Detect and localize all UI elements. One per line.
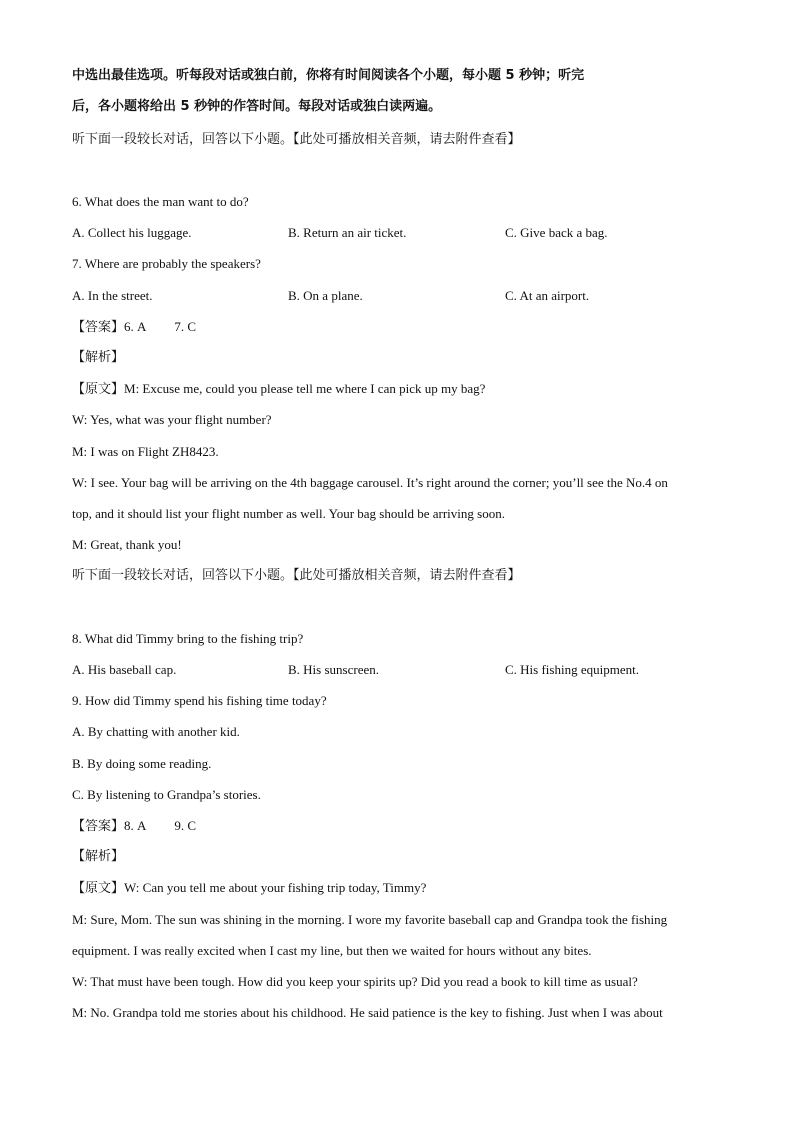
original-tag: 【原文】 xyxy=(72,881,125,896)
answer-8: 8. A xyxy=(124,818,147,833)
q8-option-b: B. His sunscreen. xyxy=(288,662,379,677)
answer-tag: 【答案】 xyxy=(72,320,125,335)
transcript-1-line-5: top, and it should list your flight number as well. Your bag should be arriving soon. xyxy=(72,506,505,521)
intro-line-2: 后，各小题将给出 5 秒钟的作答时间。每段对话或独白读两遍。 xyxy=(72,99,442,114)
question-8: 8. What did Timmy bring to the fishing trip? xyxy=(72,631,304,646)
analysis-tag-2: 【解析】 xyxy=(72,849,125,864)
question-6: 6. What does the man want to do? xyxy=(72,194,249,209)
question-9: 9. How did Timmy spend his fishing time today? xyxy=(72,693,327,708)
q9-option-a: A. By chatting with another kid. xyxy=(72,724,240,739)
transcript-2-line-2: M: Sure, Mom. The sun was shining in the morning. I wore my favorite baseball cap and Grandpa took the fishing xyxy=(72,912,668,927)
q7-option-b: B. On a plane. xyxy=(288,288,363,303)
transcript-text: M: Excuse me, could you please tell me where I can pick up my bag? xyxy=(124,381,486,396)
transcript-1-line-3: M: I was on Flight ZH8423. xyxy=(72,444,219,459)
answer-7: 7. C xyxy=(174,319,197,334)
q6-option-a: A. Collect his luggage. xyxy=(72,225,192,240)
q9-option-c: C. By listening to Grandpa’s stories. xyxy=(72,787,261,802)
transcript-2-line-5: M: No. Grandpa told me stories about his childhood. He said patience is the key to fishing. Just when I was about xyxy=(72,1005,663,1020)
q7-option-a: A. In the street. xyxy=(72,288,153,303)
transcript-2-line-4: W: That must have been tough. How did you keep your spirits up? Did you read a book to kill time as usual? xyxy=(72,974,638,989)
answer-line-1 xyxy=(72,319,196,336)
transcript-1-line-4: W: I see. Your bag will be arriving on the 4th baggage carousel. It’s right around the corner; you’ll see the No.4 on xyxy=(72,475,668,490)
dialogue1-instruction: 听下面一段较长对话，回答以下小题。【此处可播放相关音频，请去附件查看】 xyxy=(72,132,521,147)
q8-option-c: C. His fishing equipment. xyxy=(505,662,639,677)
analysis-tag-1: 【解析】 xyxy=(72,350,125,365)
q9-option-b: B. By doing some reading. xyxy=(72,756,212,771)
q6-option-c: C. Give back a bag. xyxy=(505,225,608,240)
answer-6: 6. A xyxy=(124,319,147,334)
dialogue2-instruction: 听下面一段较长对话，回答以下小题。【此处可播放相关音频，请去附件查看】 xyxy=(72,568,521,583)
answer-tag: 【答案】 xyxy=(72,819,125,834)
transcript-1-line-2: W: Yes, what was your flight number? xyxy=(72,412,272,427)
transcript-2-line-3: equipment. I was really excited when I cast my line, but then we waited for hours without any bites. xyxy=(72,943,592,958)
answer-line-2 xyxy=(72,818,196,835)
answer-9: 9. C xyxy=(174,818,197,833)
q8-option-a: A. His baseball cap. xyxy=(72,662,177,677)
transcript-1-line-6: M: Great, thank you! xyxy=(72,537,182,552)
original-tag: 【原文】 xyxy=(72,382,125,397)
transcript-text: W: Can you tell me about your fishing trip today, Timmy? xyxy=(124,880,427,895)
q7-option-c: C. At an airport. xyxy=(505,288,590,303)
transcript-1-line-1 xyxy=(72,381,485,398)
transcript-2-line-1 xyxy=(72,880,426,897)
q6-option-b: B. Return an air ticket. xyxy=(288,225,407,240)
intro-line-1: 中选出最佳选项。听每段对话或独白前，你将有时间阅读各个小题，每小题 5 秒钟；听完 xyxy=(72,68,585,83)
question-7: 7. Where are probably the speakers? xyxy=(72,256,261,271)
